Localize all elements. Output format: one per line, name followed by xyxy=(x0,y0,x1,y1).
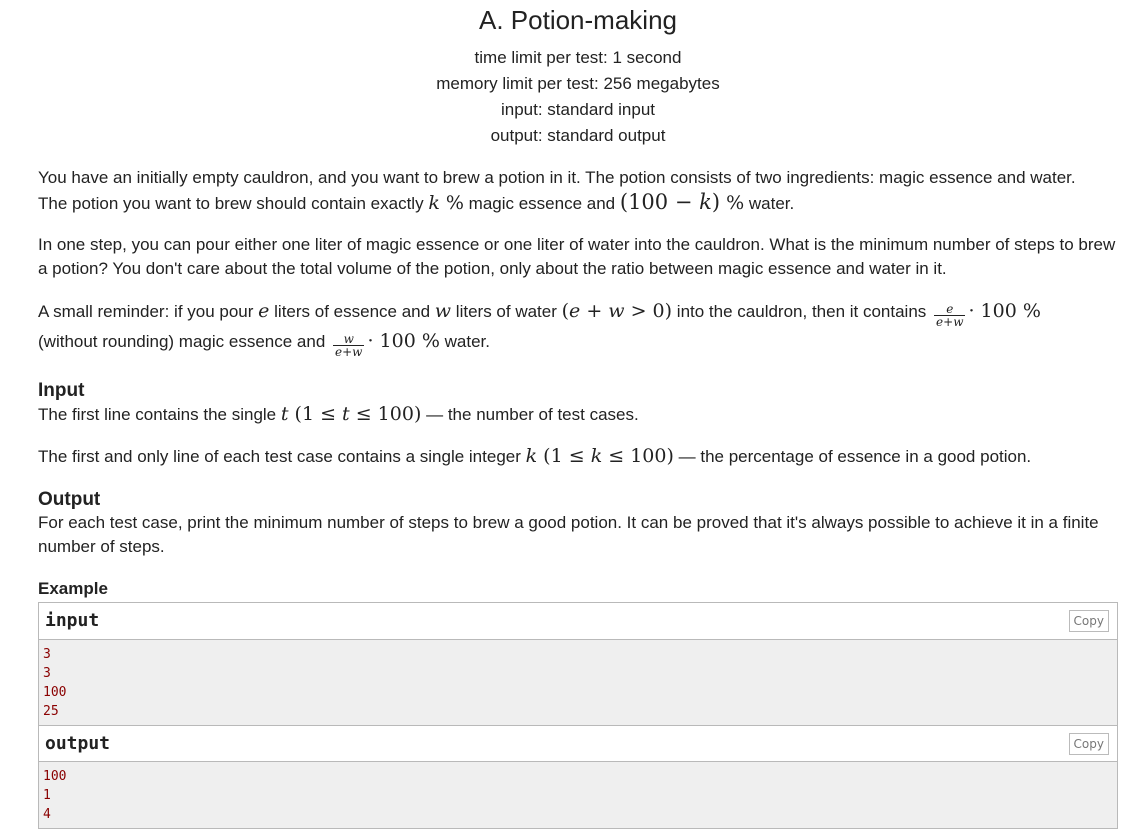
example-box xyxy=(38,602,1118,829)
example-output-line: 4 xyxy=(43,807,51,822)
statement-p3-text-a: A small reminder: if you pour xyxy=(38,302,254,321)
problem-title: A. Potion-making xyxy=(479,5,677,35)
example-input-content xyxy=(39,640,1117,725)
example-input-line: 25 xyxy=(43,704,59,719)
input-line1-text-b: — the number of test cases. xyxy=(426,405,639,424)
example-output-content xyxy=(39,762,1117,828)
example-output-header xyxy=(39,725,1117,762)
formula-fraction-e: $\frac{e}{e+w}$ xyxy=(936,302,964,329)
example-title: Example xyxy=(38,579,108,598)
input-line2-text-a: The first and only line of each test case contains a single integer xyxy=(38,447,521,466)
formula-percent-sign: % xyxy=(720,192,745,214)
output-section xyxy=(38,489,1118,559)
statement-p3-text-d: into the cauldron, then it contains xyxy=(676,302,927,321)
output-section-title: Output xyxy=(38,489,101,510)
problem-header xyxy=(38,0,1118,149)
input-line2-text-b: — the percentage of essence in a good potion. xyxy=(678,447,1032,466)
output-section-text: For each test case, print the minimum number of steps to brew a good potion. It can be proved that it's always possible to achieve it in a finite number of steps. xyxy=(38,513,1099,556)
input-spec: input: standard input xyxy=(500,100,656,119)
input-section xyxy=(38,380,1118,469)
statement-p1-text-d: water. xyxy=(748,194,795,213)
statement-p3-text-b: liters of essence and xyxy=(274,302,431,321)
statement-p1-text-c: magic essence and xyxy=(468,194,616,213)
formula-t-range: t (1 ≤ t ≤ 100) xyxy=(280,403,422,425)
statement-p3-text-e: (without rounding) magic essence and xyxy=(38,332,326,351)
formula-k-range: k (1 ≤ k ≤ 100) xyxy=(525,445,674,467)
example-input-line: 100 xyxy=(43,685,67,700)
statement-p3-text-f: water. xyxy=(444,332,490,351)
statement-paragraph-3 xyxy=(38,298,1118,358)
formula-times-100-percent-2: · 100 % xyxy=(367,330,440,352)
example-section xyxy=(38,578,1118,829)
example-output-label: output xyxy=(45,733,111,754)
example-output-line: 1 xyxy=(43,788,51,803)
example-input-label: input xyxy=(45,610,100,631)
statement-paragraph-1 xyxy=(38,166,1118,216)
copy-input-button[interactable]: Copy xyxy=(1069,610,1109,632)
copy-output-button[interactable]: Copy xyxy=(1069,733,1109,755)
formula-w: w xyxy=(434,300,452,322)
example-output-line: 100 xyxy=(43,769,67,784)
input-line1-text-a: The first line contains the single xyxy=(38,405,277,424)
formula-times-100-percent-1: · 100 % xyxy=(968,300,1041,322)
formula-fraction-w: $\frac{w}{e+w}$ xyxy=(335,332,363,359)
memory-limit: memory limit per test: 256 megabytes xyxy=(436,74,720,93)
formula-k-percent: k % xyxy=(428,192,464,214)
formula-100-minus-k-percent: (100 − k) xyxy=(619,190,721,214)
statement-p1-line1: You have an initially empty cauldron, and you want to brew a potion in it. The potion consists of two ingredients: magic essence and water. xyxy=(38,168,1076,187)
statement-p1-text-b: The potion you want to brew should contain exactly xyxy=(38,194,424,213)
statement-paragraph-2: In one step, you can pour either one liter of magic essence or one liter of water into the cauldron. What is the minimum number of steps to brew a potion? You don't care about the total volume of the potion, only about the ratio between magic essence and water in it. xyxy=(38,235,1116,278)
formula-e: e xyxy=(258,300,270,322)
input-section-title: Input xyxy=(38,380,85,401)
output-spec: output: standard output xyxy=(490,126,666,145)
example-input-line: 3 xyxy=(43,647,51,662)
example-input-line: 3 xyxy=(43,666,51,681)
time-limit: time limit per test: 1 second xyxy=(474,48,682,67)
formula-e-plus-w-gt-0: (e + w > 0) xyxy=(561,300,673,322)
statement-p3-text-c: liters of water xyxy=(455,302,557,321)
example-input-header xyxy=(39,603,1117,640)
